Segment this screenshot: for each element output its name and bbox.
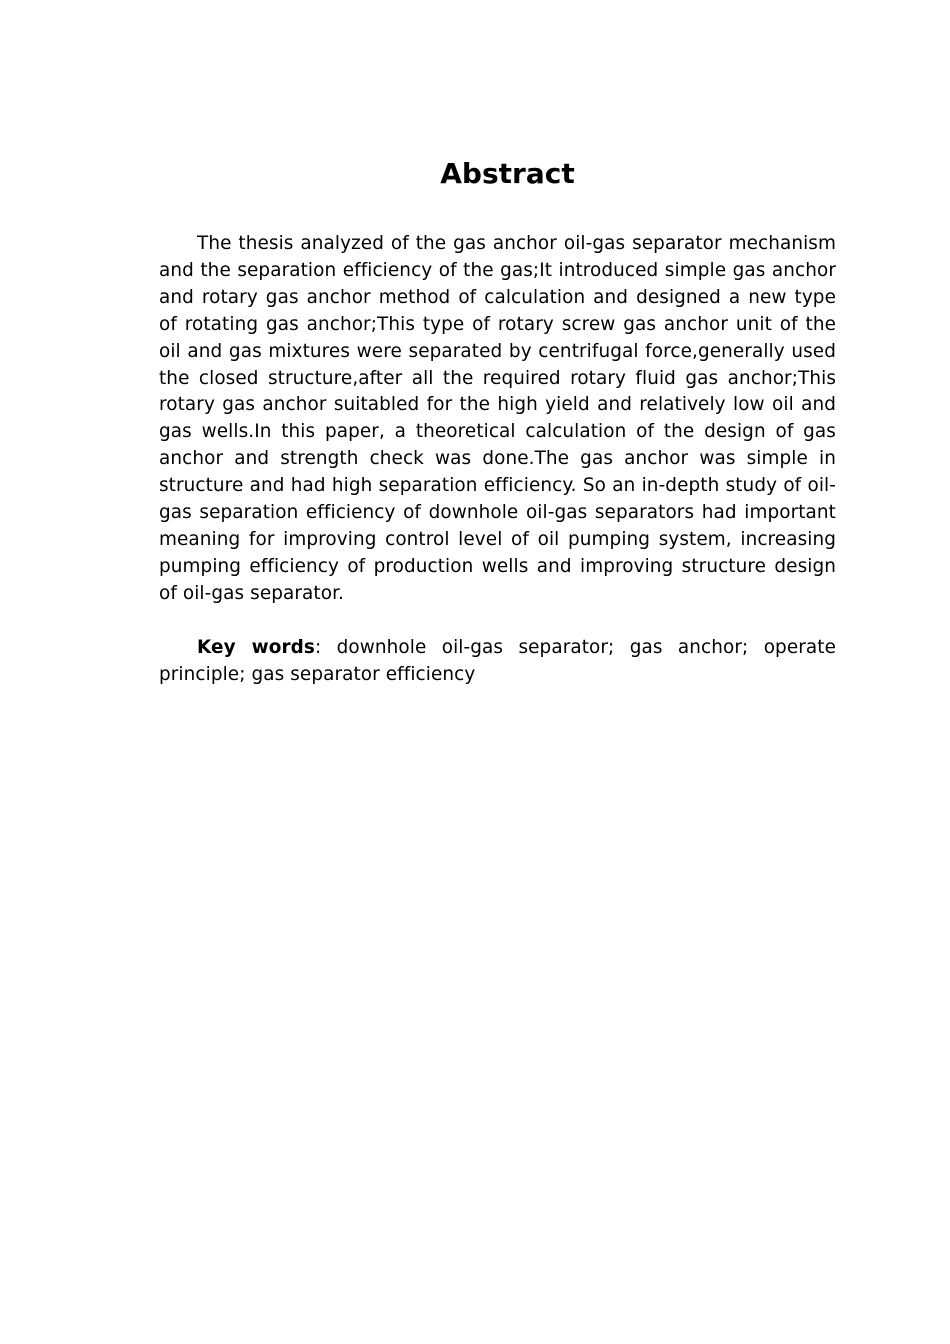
keywords-label: Key words [197, 636, 315, 658]
keywords-text: : downhole oil-gas separator; gas anchor; operate principle; gas separator efficiency [159, 636, 837, 685]
page-title: Abstract [440, 157, 575, 190]
abstract-section [159, 152, 836, 689]
abstract-paragraph: The thesis analyzed of the gas anchor oil-gas separator mechanism and the separation efficiency of the gas;It introduced simple gas anchor and rotary gas anchor method of calculation and designed a new type of rotating gas anchor;This type of rotary screw gas anchor unit of the oil and gas mixtures were separated by centrifugal force,generally used the closed structure,after all the required rotary fluid gas anchor;This rotary gas anchor suitabled for the high yield and relatively low oil and gas wells.In this paper, a theoretical calculation of the design of gas anchor and strength check was done.The gas anchor was simple in structure and had high separation efficiency. So an in-depth study of oil-gas separation efficiency of downhole oil-gas separators had important meaning for improving control level of oil pumping system, increasing pumping efficiency of production wells and improving structure design of oil-gas separator. [159, 233, 836, 604]
keywords-paragraph [159, 635, 836, 689]
